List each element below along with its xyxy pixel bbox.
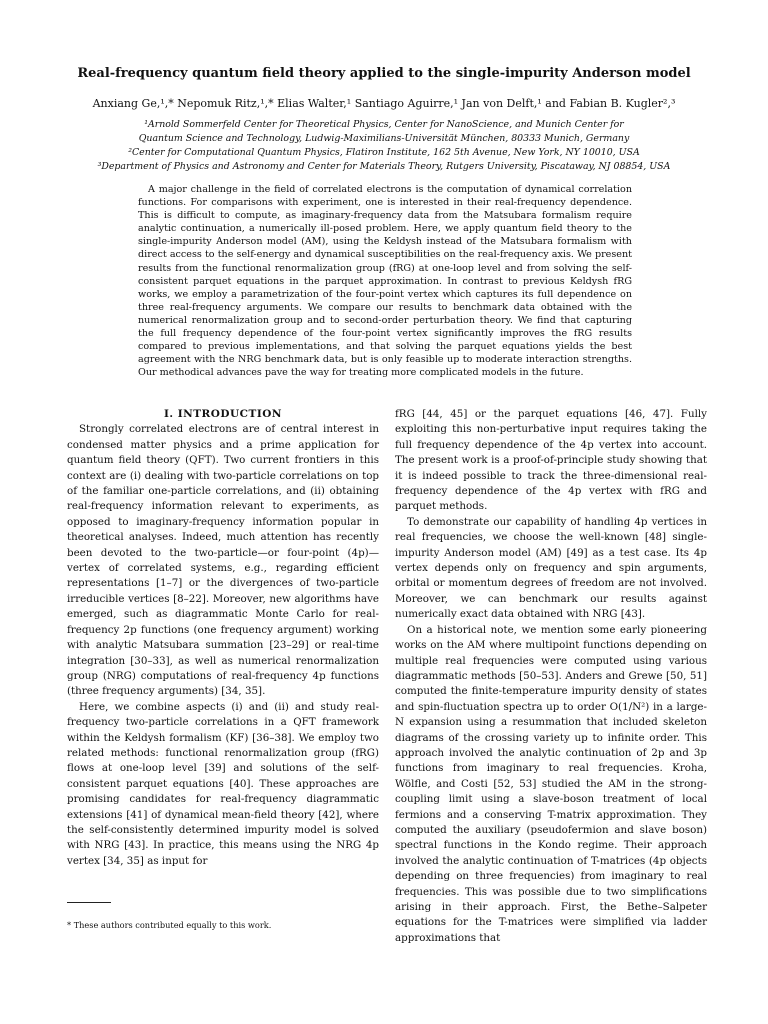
affiliation-1a: ¹Arnold Sommerfeld Center for Theoretical Physics, Center for NanoScience, and Munich Center for — [144, 119, 624, 130]
section-heading: I. INTRODUCTION — [163, 408, 282, 420]
left-column — [67, 407, 379, 869]
affiliation-3: ³Department of Physics and Astronomy and Center for Materials Theory, Rutgers University, Piscataway, NJ 08854, USA — [97, 161, 671, 172]
intro-paragraph-5: On a historical note, we mention some early pioneering works on the AM where multipoint functions depending on multiple real frequencies were computed using various diagrammatic methods [50–53]. Anders and Grewe [50, 51] computed the finite-temperature impurity density of states and spin-fluctuation spectra up to order O(1/N²) in a large-N expansion using a resummation that included skeleton diagrams of the crossing variety up to infinite order. This approach involved the analytic continuation of 2p and 3p functions from imaginary to real frequencies. Kroha, Wölfle, and Costi [52, 53] studied the AM in the strong-coupling limit using a slave-boson treatment of local fermions and a conserving T-matrix approximation. They computed the auxiliary (pseudofermion and slave boson) spectral functions in the Kondo regime. Their approach involved the analytic continuation of T-matrices (4p objects depending on three frequencies) from imaginary to real frequencies. This was possible due to two simplifications arising in their approach. First, the Bethe–Salpeter equations for the T-matrices were simplified via ladder approximations that — [395, 623, 707, 944]
abstract: A major challenge in the field of correlated electrons is the computation of dynamical correlation functions. For comparisons with experiment, one is interested in their real-frequency dependence. This is difficult to compute, as imaginary-frequency data from the Matsubara formalism require analytic continuation, a numerically ill-posed problem. Here, we apply quantum field theory to the single-impurity Anderson model (AM), using the Keldysh instead of the Matsubara formalism with direct access to the self-energy and dynamical susceptibilities on the real-frequency axis. We present results from the functional renormalization group (fRG) at one-loop level and from solving the self-consistent parquet equations in the parquet approximation. In contrast to previous Keldysh fRG works, we employ a parametrization of the four-point vertex which captures its full dependence on three real-frequency arguments. We compare our results to benchmark data obtained with the numerical renormalization group and to second-order perturbation theory. We find that capturing the full frequency dependence of the four-point vertex significantly improves the fRG results compared to previous implementations, and that solving the parquet equations yields the best agreement with the NRG benchmark data, but is only feasible up to moderate interaction strengths. Our methodical advances pave the way for treating more complicated models in the future. — [138, 184, 632, 379]
intro-paragraph-4: To demonstrate our capability of handling 4p vertices in real frequencies, we choose the well-known [48] single-impurity Anderson model (AM) [49] as a test case. Its 4p vertex depends only on frequency and spin arguments, orbital or momentum degrees of freedom are not involved. Moreover, we can benchmark our results against numerically exact data obtained with NRG [43]. — [395, 515, 707, 621]
affiliation-1b: Quantum Science and Technology, Ludwig-Maximilians-Universität München, 80333 Munich, Germany — [138, 133, 630, 144]
intro-paragraph-3: fRG [44, 45] or the parquet equations [46, 47]. Fully exploiting this non-perturbative input requires taking the full frequency dependence of the 4p vertex into account. The present work is a proof-of-principle study showing that it is indeed possible to track the three-dimensional real-frequency dependence of the 4p vertex with fRG and parquet methods. — [395, 408, 707, 513]
author-list: Anxiang Ge,¹,* Nepomuk Ritz,¹,* Elias Walter,¹ Santiago Aguirre,¹ Jan von Delft,¹ and Fabian B. Kugler²,³ — [92, 97, 676, 110]
intro-paragraph-2: Here, we combine aspects (i) and (ii) and study real-frequency two-particle correlations in a QFT framework within the Keldysh formalism (KF) [36–38]. We employ two related methods: functional renormalization group (fRG) flows at one-loop level [39] and solutions of the self-consistent parquet equations [40]. These approaches are promising candidates for real-frequency diagrammatic extensions [41] of dynamical mean-field theory [42], where the self-consistently determined impurity model is solved with NRG [43]. In practice, this means using the NRG 4p vertex [34, 35] as input for — [67, 700, 379, 867]
affiliation-2: ²Center for Computational Quantum Physics, Flatiron Institute, 162 5th Avenue, New York, NY 10010, USA — [128, 147, 640, 158]
paper-title: Real-frequency quantum field theory applied to the single-impurity Anderson model — [77, 66, 691, 81]
right-column — [395, 407, 707, 946]
intro-paragraph-1: Strongly correlated electrons are of central interest in condensed matter physics and a prime application for quantum field theory (QFT). Two current frontiers in this context are (i) dealing with two-particle correlations on top of the familiar one-particle correlations, and (ii) obtaining real-frequency information relevant to experiments, as opposed to imaginary-frequency information popular in theoretical analyses. Indeed, much attention has recently been devoted to the two-particle—or four-point (4p)—vertex of correlated systems, e.g., regarding efficient representations [1–7] or the divergences of two-particle irreducible vertices [8–22]. Moreover, new algorithms have emerged, such as diagrammatic Monte Carlo for real-frequency 2p functions (one frequency argument) working with analytic Matsubara summation [23–29] or real-time integration [30–33], as well as numerical renormalization group (NRG) computations of real-frequency 4p functions (three frequency arguments) [34, 35]. — [67, 423, 379, 698]
footnote-divider — [67, 902, 111, 903]
footnote: * These authors contributed equally to this work. — [67, 920, 272, 930]
